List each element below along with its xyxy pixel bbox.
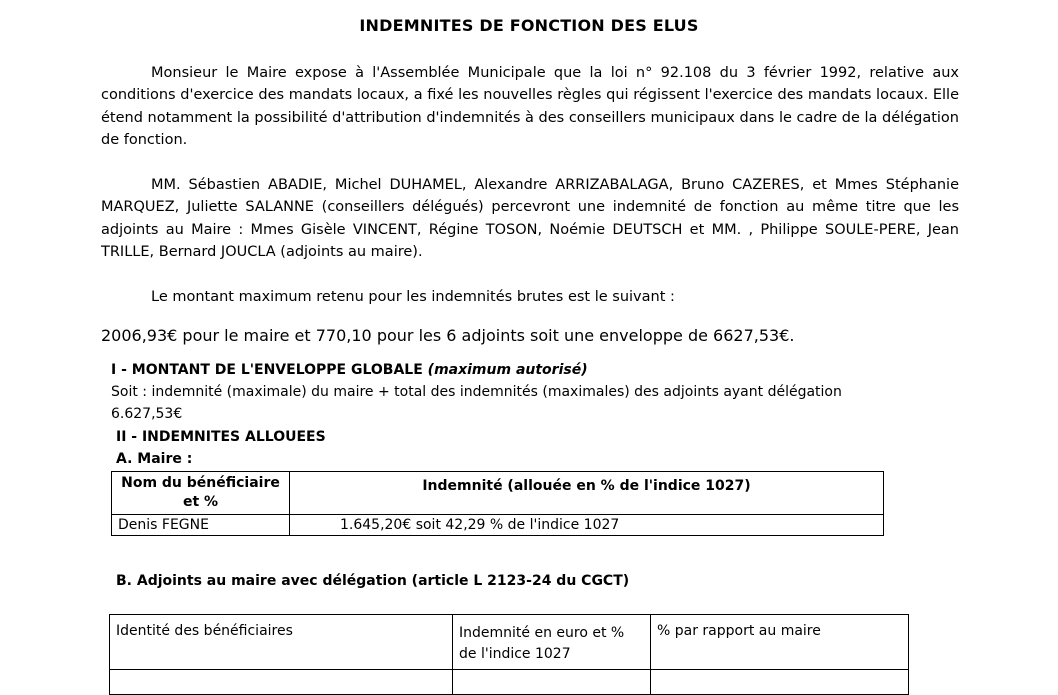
table-cell-name: Denis FEGNE bbox=[112, 515, 290, 536]
table-row bbox=[112, 515, 884, 536]
document-title: INDEMNITES DE FONCTION DES ELUS bbox=[359, 16, 699, 35]
amount-line: 2006,93€ pour le maire et 770,10 pour les 6 adjoints soit une enveloppe de 6627,53€. bbox=[101, 326, 795, 345]
table-row bbox=[112, 472, 884, 515]
section2-heading: II - INDEMNITES ALLOUEES bbox=[116, 429, 326, 445]
table-header-cell: Nom du bénéficiaire et % bbox=[112, 472, 290, 515]
section2-sub-a: A. Maire : bbox=[116, 451, 193, 467]
paragraph-montant: Le montant maximum retenu pour les indemnités brutes est le suivant : bbox=[151, 289, 675, 305]
table-adjoints bbox=[109, 614, 909, 695]
table-cell bbox=[651, 670, 909, 695]
section1-heading-note: (maximum autorisé) bbox=[427, 362, 588, 378]
table-cell bbox=[453, 670, 651, 695]
section1-heading bbox=[111, 362, 588, 378]
section1-line1: Soit : indemnité (maximale) du maire + total des indemnités (maximales) des adjoints ayant délégation bbox=[111, 384, 842, 400]
table-cell bbox=[110, 670, 453, 695]
paragraph-loi: Monsieur le Maire expose à l'Assemblée Municipale que la loi n° 92.108 du 3 février 1992, relative aux conditions d'exercice des mandats locaux, a fixé les nouvelles règles qui régissent l'exercice des mandats locaux. Elle étend notamment la possibilité d'attribution d'indemnités à des conseillers municipaux dans le cadre de la délégation de fonction. bbox=[101, 65, 959, 149]
section2-sub-b: B. Adjoints au maire avec délégation (article L 2123-24 du CGCT) bbox=[116, 573, 630, 589]
table-header-cell: Indemnité en euro et % de l'indice 1027 bbox=[453, 615, 651, 670]
table-header-cell: % par rapport au maire bbox=[651, 615, 909, 670]
table-row bbox=[110, 615, 909, 670]
table-cell-value: 1.645,20€ soit 42,29 % de l'indice 1027 bbox=[290, 515, 884, 536]
table-row bbox=[110, 670, 909, 695]
table-maire bbox=[111, 471, 884, 536]
paragraph-conseillers: MM. Sébastien ABADIE, Michel DUHAMEL, Alexandre ARRIZABALAGA, Bruno CAZERES, et Mmes Stéphanie MARQUEZ, Juliette SALANNE (conseillers délégués) percevront une indemnité de fonction au même titre que les adjoints au Maire : Mmes Gisèle VINCENT, Régine TOSON, Noémie DEUTSCH et MM. , Philippe SOULE-PERE, Jean TRILLE, Bernard JOUCLA (adjoints au maire). bbox=[101, 177, 959, 261]
section1-heading-text: I - MONTANT DE L'ENVELOPPE GLOBALE bbox=[111, 362, 423, 378]
table-header-cell: Identité des bénéficiaires bbox=[110, 615, 453, 670]
table-header-cell: Indemnité (allouée en % de l'indice 1027) bbox=[290, 472, 884, 515]
section1-line2: 6.627,53€ bbox=[111, 406, 183, 422]
